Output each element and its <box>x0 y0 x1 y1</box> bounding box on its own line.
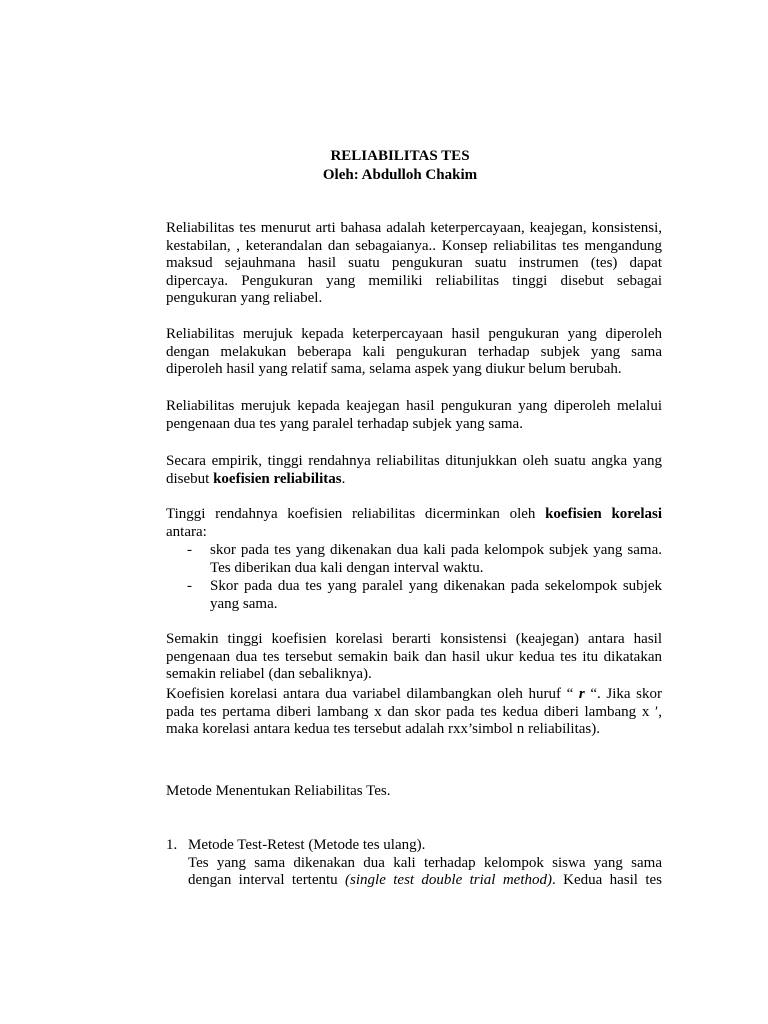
paragraph-3-line: Reliabilitas merujuk kepada keajegan hasil pengukuran yang diperoleh melalui <box>166 398 662 414</box>
paragraph-7-line: maka korelasi antara kedua tes tersebut adalah rxx’simbol n reliabilitas). <box>166 721 601 737</box>
paragraph-6-line: semakin reliabel (dan sebaliknya). <box>166 666 372 682</box>
bullet-item-line: Skor pada dua tes yang paralel yang dikenakan pada sekelompok subjek <box>210 578 662 594</box>
bullet-item-line: Tes diberikan dua kali dengan interval waktu. <box>210 559 484 576</box>
paragraph-6 <box>166 630 662 683</box>
paragraph-2-line: diperoleh hasil yang relatif sama, selama aspek yang diukur belum berubah. <box>166 361 622 377</box>
paragraph-5-line: antara: <box>166 523 207 540</box>
bullet-item <box>210 541 662 576</box>
paragraph-3 <box>166 397 662 432</box>
paragraph-4 <box>166 452 662 487</box>
numbered-item <box>188 836 662 889</box>
paragraph-7 <box>166 685 662 738</box>
paragraph-7-text: Koefisien korelasi antara dua variabel dilambangkan oleh huruf “ <box>166 686 579 702</box>
document-title: RELIABILITAS TES <box>330 148 470 164</box>
numbered-item-line <box>188 871 662 889</box>
bullet-item-line: skor pada tes yang dikenakan dua kali pada kelompok subjek yang sama. <box>210 542 662 558</box>
paragraph-1 <box>166 219 662 307</box>
numbered-item-line: Tes yang sama dikenakan dua kali terhadap kelompok siswa yang sama <box>188 854 662 871</box>
paragraph-5-text: Tinggi rendahnya koefisien reliabilitas dicerminkan oleh <box>166 506 546 522</box>
paragraph-7-text: “. Jika skor <box>584 686 663 702</box>
paragraph-1-line: pengukuran yang reliabel. <box>166 290 323 306</box>
paragraph-2 <box>166 325 662 378</box>
paragraph-6-line: pengenaan dua tes tersebut semakin baik dan hasil ukur kedua tes itu dikatakan <box>166 648 662 665</box>
term-koefisien-reliabilitas: koefisien reliabilitas <box>213 470 342 487</box>
term-single-test-double-trial: (single test double trial method) <box>345 872 552 888</box>
bullet-marker: - <box>187 578 192 594</box>
paragraph-7-line: pada tes pertama diberi lambang x dan skor pada tes kedua diberi lambang x ′, <box>166 703 662 720</box>
section-heading: Metode Menentukan Reliabilitas Tes. <box>166 783 391 799</box>
numbered-item-text: . Kedua hasil tes <box>552 872 662 888</box>
term-koefisien-korelasi: koefisien korelasi <box>545 506 662 522</box>
paragraph-7-line <box>166 685 662 703</box>
bullet-marker: - <box>187 542 192 558</box>
paragraph-5-line <box>166 505 662 523</box>
paragraph-5 <box>166 505 662 540</box>
bullet-item <box>210 577 662 612</box>
paragraph-1-line: kestabilan, , keterandalan dan sebagaianya.. Konsep reliabilitas tes mengandung <box>166 237 662 254</box>
paragraph-3-line: pengenaan dua tes yang paralel terhadap subjek yang sama. <box>166 415 523 432</box>
paragraph-6-line: Semakin tinggi koefisien korelasi berarti konsistensi (keajegan) antara hasil <box>166 631 662 647</box>
document-author: Oleh: Abdulloh Chakim <box>322 167 478 183</box>
paragraph-2-line: dengan melakukan beberapa kali pengukuran terhadap subjek yang sama <box>166 343 662 360</box>
symbol-r: r <box>578 686 585 702</box>
bullet-item-line: yang sama. <box>210 595 278 612</box>
paragraph-1-line: maksud sejauhmana hasil suatu pengukuran suatu instrumen (tes) dapat <box>166 255 662 271</box>
paragraph-4-text: disebut <box>166 470 214 487</box>
paragraph-4-line: Secara empirik, tinggi rendahnya reliabilitas ditunjukkan oleh suatu angka yang <box>166 453 662 469</box>
numbered-item-heading: Metode Test-Retest (Metode tes ulang). <box>188 837 426 853</box>
paragraph-1-line: dipercaya. Pengukuran yang memiliki reliabilitas tinggi disebut sebagai <box>166 272 662 289</box>
paragraph-1-line: Reliabilitas tes menurut arti bahasa adalah keterpercayaan, keajegan, konsistensi, <box>166 220 662 236</box>
paragraph-4-line <box>166 470 662 488</box>
paragraph-2-line: Reliabilitas merujuk kepada keterpercayaan hasil pengukuran yang diperoleh <box>166 326 662 342</box>
paragraph-4-text: . <box>341 470 346 487</box>
list-number: 1. <box>166 837 178 853</box>
numbered-item-text: dengan interval tertentu <box>188 872 346 888</box>
